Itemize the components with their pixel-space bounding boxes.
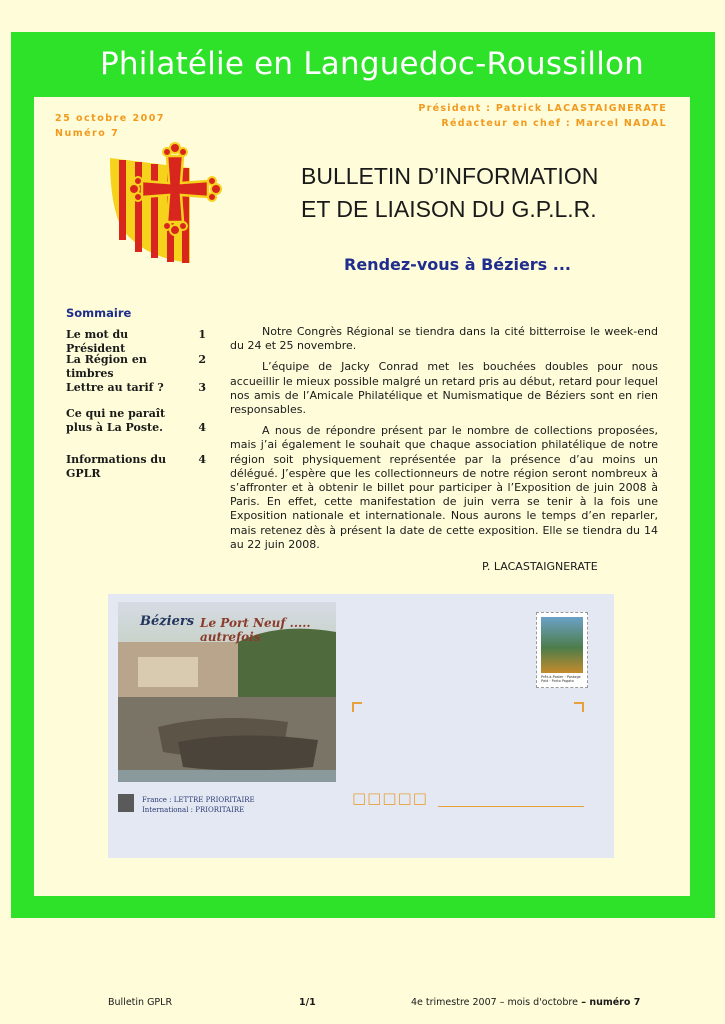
envelope-caption: Le Port Neuf ..... autrefois	[200, 616, 311, 644]
toc-page: 2	[198, 353, 206, 366]
footer-left: Bulletin GPLR	[108, 997, 173, 1008]
envelope-city-label: Béziers	[140, 614, 195, 629]
editor-line: Rédacteur en chef : Marcel NADAL	[441, 118, 667, 129]
toc-item[interactable]	[66, 328, 206, 356]
bulletin-title-line2: ET DE LIAISON DU G.P.L.R.	[301, 196, 597, 222]
signature: P. LACASTAIGNERATE	[482, 560, 598, 573]
la-poste-logo-icon	[118, 794, 134, 812]
toc-item[interactable]	[66, 407, 206, 435]
banner-title: Philatélie en Languedoc-Roussillon	[100, 46, 645, 82]
paragraph: L’équipe de Jacky Conrad met les bouchées doubles pour nous accueillir le mieux possible malgré un retard pris au début, retard pour lequel nos amis de l’Amicale Philatélique et Numismatique de Béziers sont en rien responsables.	[230, 360, 658, 417]
toc-label: Ce qui ne paraît plus à La Poste.	[66, 407, 166, 434]
address-corner-mark	[352, 702, 362, 712]
priority-france: France : LETTRE PRIORITAIRE	[142, 796, 255, 804]
footer-right	[411, 997, 640, 1008]
paragraph: A nous de répondre présent par le nombre de collections proposées, mais j’ai également le souhait que chaque association philatélique de notre région soit physiquement représentée par la présence d’au moins un délégué. J’espère que les collectionneurs de notre région seront nombreux à s’affronter et à obtenir le billet pour participer à l’Exposition de juin 2008 à Paris. En effet, cette manifestation de juin verra se tenir à la fois une Exposition nationale et internationale. Nous aurons le temps d’en reparler, mais retenez dès à présent la date de cette exposition. Elle se tiendra du 14 au 22 juin 2008.	[230, 424, 658, 551]
article-heading: Rendez-vous à Béziers ...	[344, 255, 572, 274]
port-neuf-illustration	[118, 602, 336, 782]
issue-date: 25 octobre 2007	[55, 113, 165, 124]
priority-mention	[142, 795, 255, 815]
article-body	[230, 325, 658, 559]
address-corner-mark	[574, 702, 584, 712]
footer-number: – numéro 7	[577, 997, 641, 1008]
toc-label: Informations du GPLR	[66, 453, 167, 480]
toc-label: Le mot du Président	[66, 328, 129, 355]
toc-label: La Région en timbres	[66, 353, 147, 380]
footer-quarter: 4e trimestre 2007 – mois d'octobre	[411, 997, 578, 1008]
toc-item[interactable]	[66, 353, 206, 381]
toc-page: 4	[198, 421, 206, 434]
canal-du-midi-stamp-art	[541, 617, 583, 673]
toc-item[interactable]	[66, 453, 206, 481]
stamp-image	[536, 612, 588, 688]
bulletin-title	[301, 160, 598, 226]
issue-meta	[55, 111, 165, 141]
postcode-boxes: □□□□□	[352, 789, 428, 807]
stamp-caption: Prêt-à-Poster · Postage Paid · Porto Pagato	[541, 675, 581, 683]
president-line: Président : Patrick LACASTAIGNERATE	[418, 103, 667, 114]
pret-a-poster-envelope-image	[108, 594, 614, 858]
sommaire-heading: Sommaire	[66, 306, 132, 320]
toc-page: 1	[198, 328, 206, 341]
toc-page: 4	[198, 453, 206, 466]
toc-label: Lettre au tarif ?	[66, 381, 164, 394]
issue-number: Numéro 7	[55, 128, 120, 139]
priority-international: International : PRIORITAIRE	[142, 806, 245, 814]
toc-page: 3	[198, 381, 206, 394]
paragraph: Notre Congrès Régional se tiendra dans la cité bitterroise le week-end du 24 et 25 novembre.	[230, 325, 658, 353]
toc-item[interactable]	[66, 381, 206, 395]
occitan-cross-coat-of-arms-logo	[105, 138, 240, 273]
address-line	[438, 806, 584, 807]
footer-page: 1/1	[299, 997, 316, 1008]
bulletin-title-line1: BULLETIN D’INFORMATION	[301, 163, 599, 189]
editorial-meta	[418, 101, 667, 131]
